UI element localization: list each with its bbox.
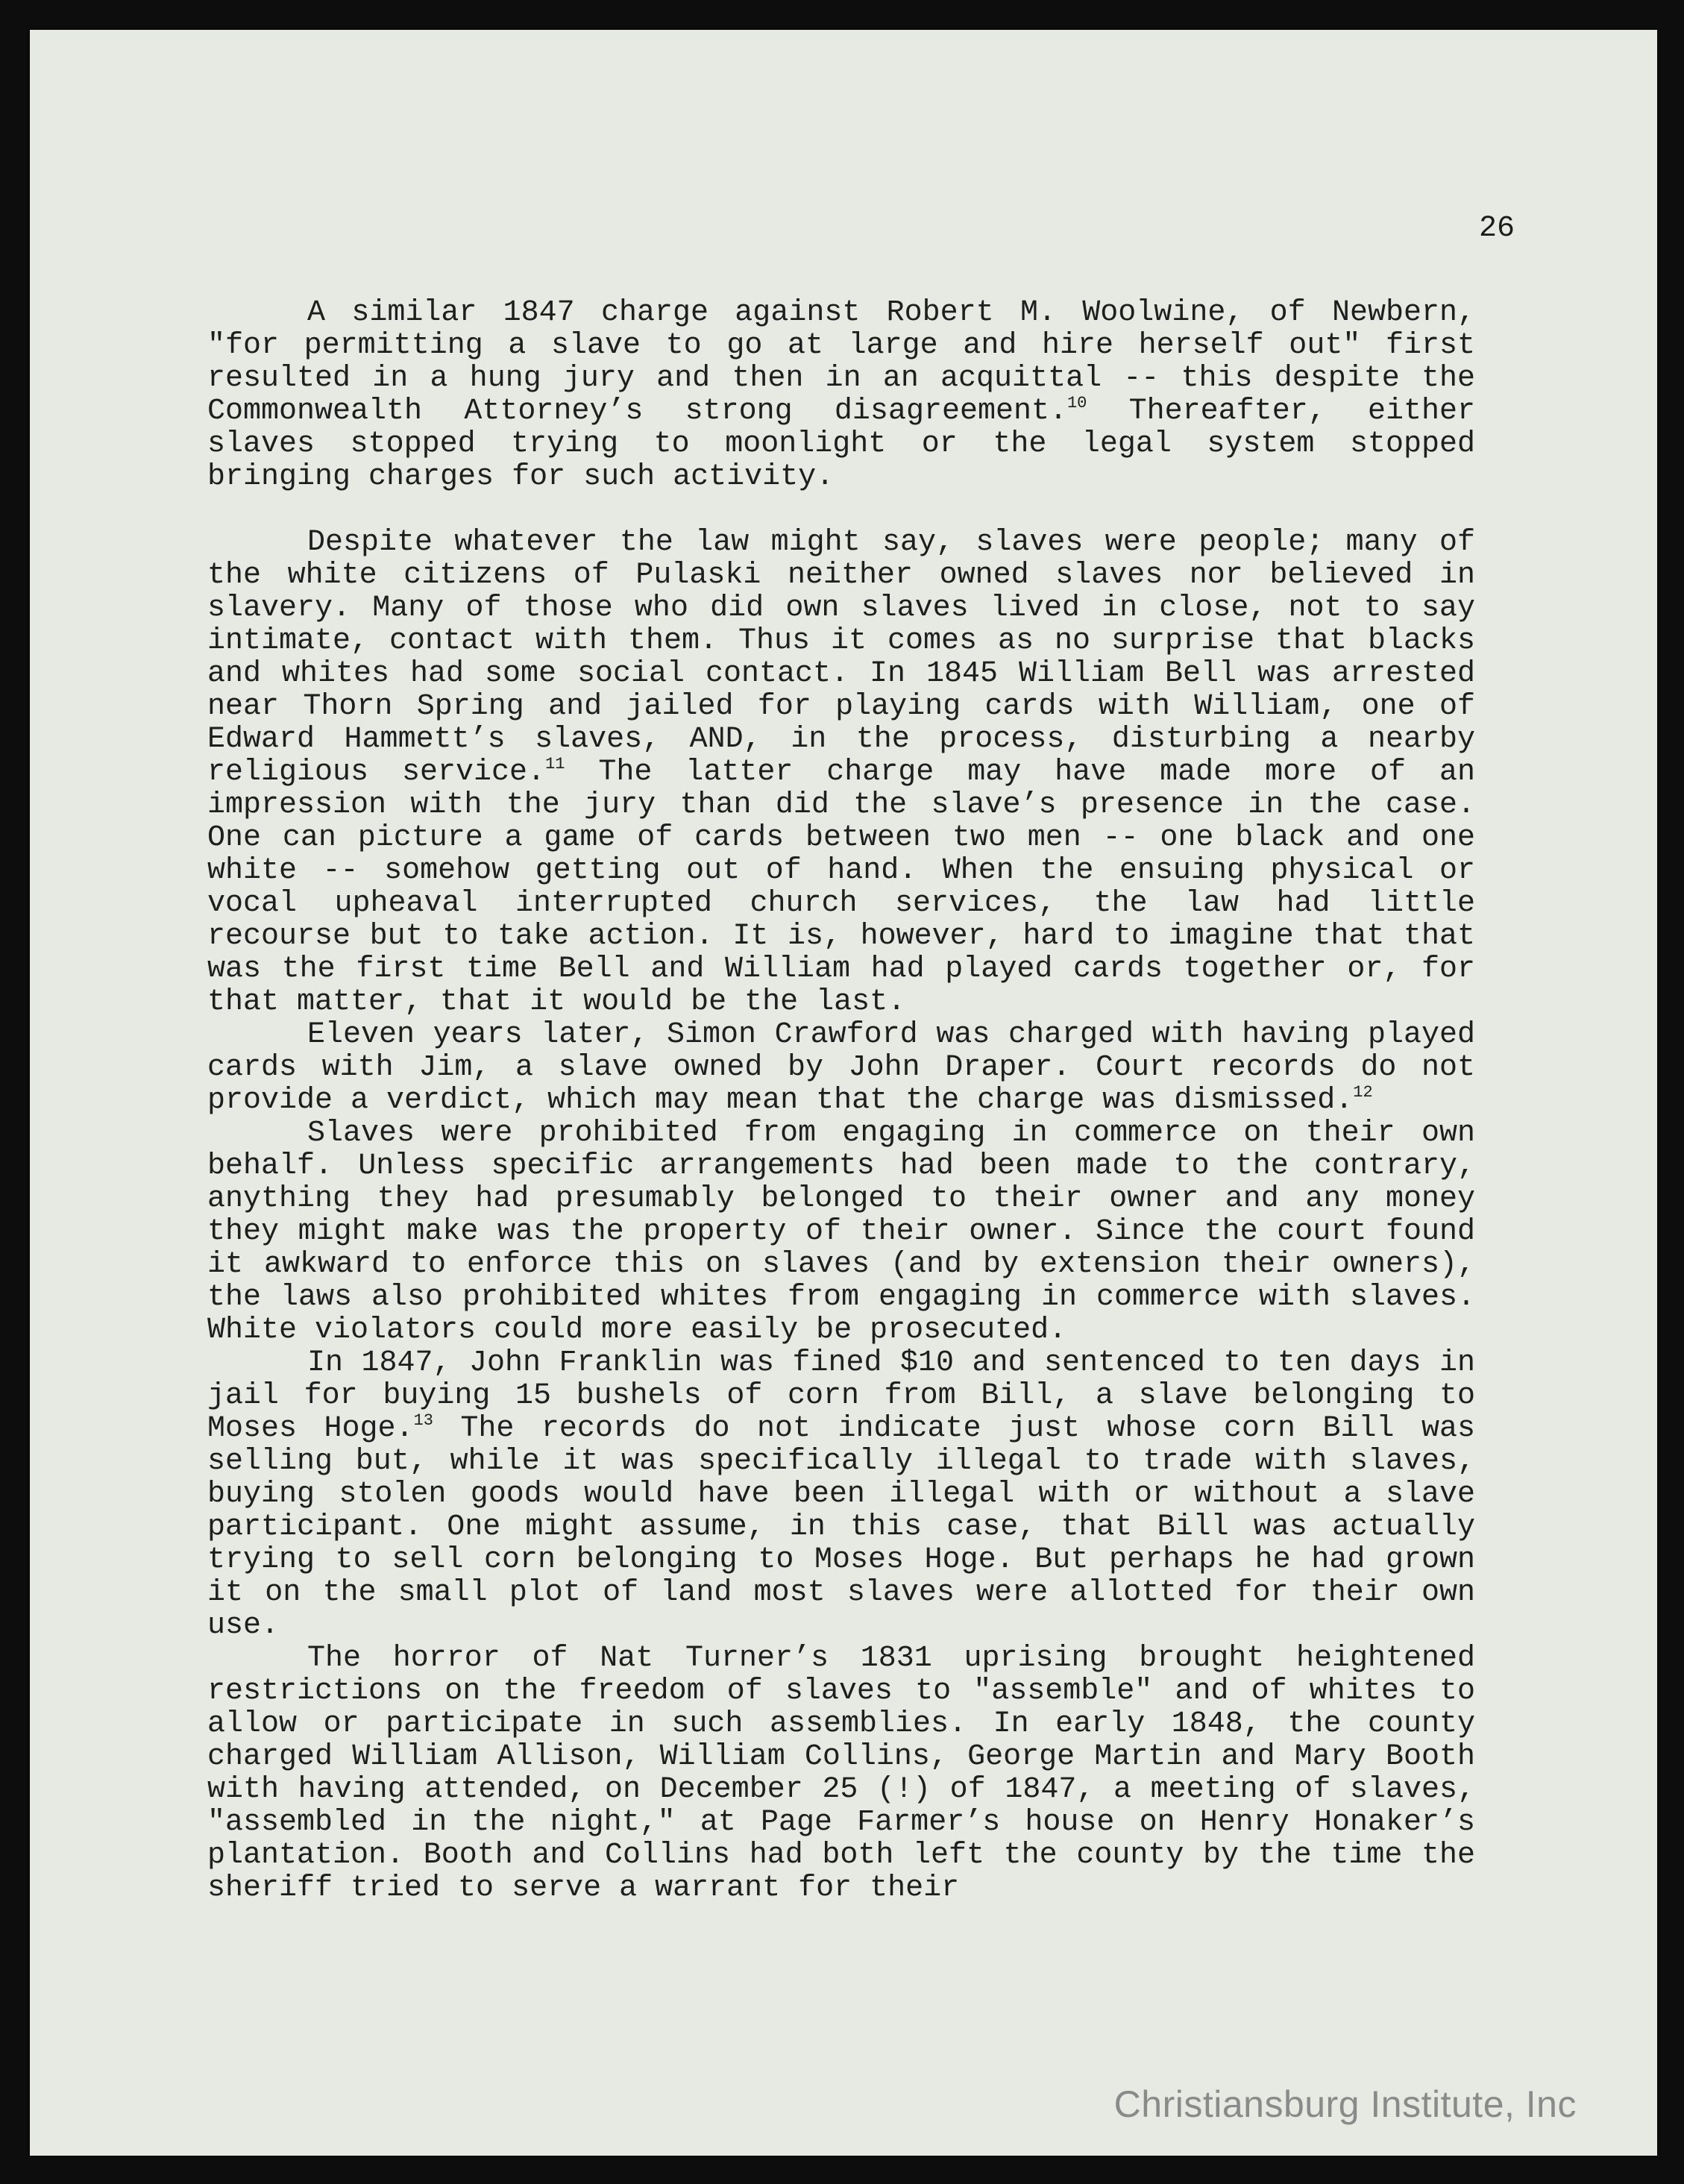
paragraph-franklin-fine: In 1847, John Franklin was fined $10 and sentenced to ten days in jail for buying 15 bushels of corn from Bill, a slave belonging to Moses Hoge.$^{13}$ The records do not indicate just whose corn Bill was selling but, while it was specifically illegal to trade with slaves, buying stolen goods would have been illegal with or without a slave participant. One might assume, in this case, that Bill was actually trying to sell corn belonging to Moses Hoge. But perhaps he had grown it on the small plot of land most slaves were allotted for their own use.	[207, 1346, 1475, 1642]
paragraph-assembly-restrictions: The horror of Nat Turner’s 1831 uprising brought heightened restrictions on the freedom of slaves to "assemble" and of whites to allow or participate in such assemblies. In early 1848, the county charged William Allison, William Collins, George Martin and Mary Booth with having attended, on December 25 (!) of 1847, a meeting of slaves, "assembled in the night," at Page Farmer’s house on Henry Honaker’s plantation. Booth and Collins had both left the county by the time the sheriff tried to serve a warrant for their	[207, 1642, 1475, 1905]
watermark: Christiansburg Institute, Inc	[1113, 2083, 1577, 2125]
footnote-ref-11: 11	[545, 755, 565, 774]
paragraph-commerce-prohibition: Slaves were prohibited from engaging in commerce on their own behalf. Unless specific arrangements had been made to the contrary, anything they had presumably belonged to their owner and any money they might make was the property of their owner. Since the court found it awkward to enforce this on slaves (and by extension their owners), the laws also prohibited whites from engaging in commerce with slaves. White violators could more easily be prosecuted.	[207, 1117, 1475, 1347]
footnote-ref-10: 10	[1066, 394, 1087, 412]
footnote-ref-13: 13	[413, 1411, 433, 1430]
footnote-ref-12: 12	[1353, 1083, 1373, 1102]
paragraph-crawford-charge: Eleven years later, Simon Crawford was charged with having played cards with Jim, a slave owned by John Draper. Court records do not provide a verdict, which may mean that the charge was dismissed.$^{12}$	[207, 1018, 1475, 1117]
body-text	[207, 297, 1475, 1905]
paragraph-woolwine-charge: A similar 1847 charge against Robert M. Woolwine, of Newbern, "for permitting a slave to go at large and hire herself out" first resulted in a hung jury and then in an acquittal -- this despite the Commonwealth Attorney’s strong disagreement.$^{10}$ Thereafter, either slaves stopped trying to moonlight or the legal system stopped bringing charges for such activity.	[207, 296, 1476, 494]
page-number: 26	[1478, 212, 1515, 245]
document-page	[30, 30, 1657, 2156]
paragraph-social-contact: Despite whatever the law might say, slaves were people; many of the white citizens of Pulaski neither owned slaves nor believed in slavery. Many of those who did own slaves lived in close, not to say intimate, contact with them. Thus it comes as no surprise that blacks and whites had some social contact. In 1845 William Bell was arrested near Thorn Spring and jailed for playing cards with William, one of Edward Hammett’s slaves, AND, in the process, disturbing a nearby religious service.$^{11}$ The latter charge may have made more of an impression with the jury than did the slave’s presence in the case. One can picture a game of cards between two men -- one black and one white -- somehow getting out of hand. When the ensuing physical or vocal upheaval interrupted church services, the law had little recourse but to take action. It is, however, hard to imagine that that was the first time Bell and William had played cards together or, for that matter, that it would be the last.	[207, 526, 1475, 1019]
